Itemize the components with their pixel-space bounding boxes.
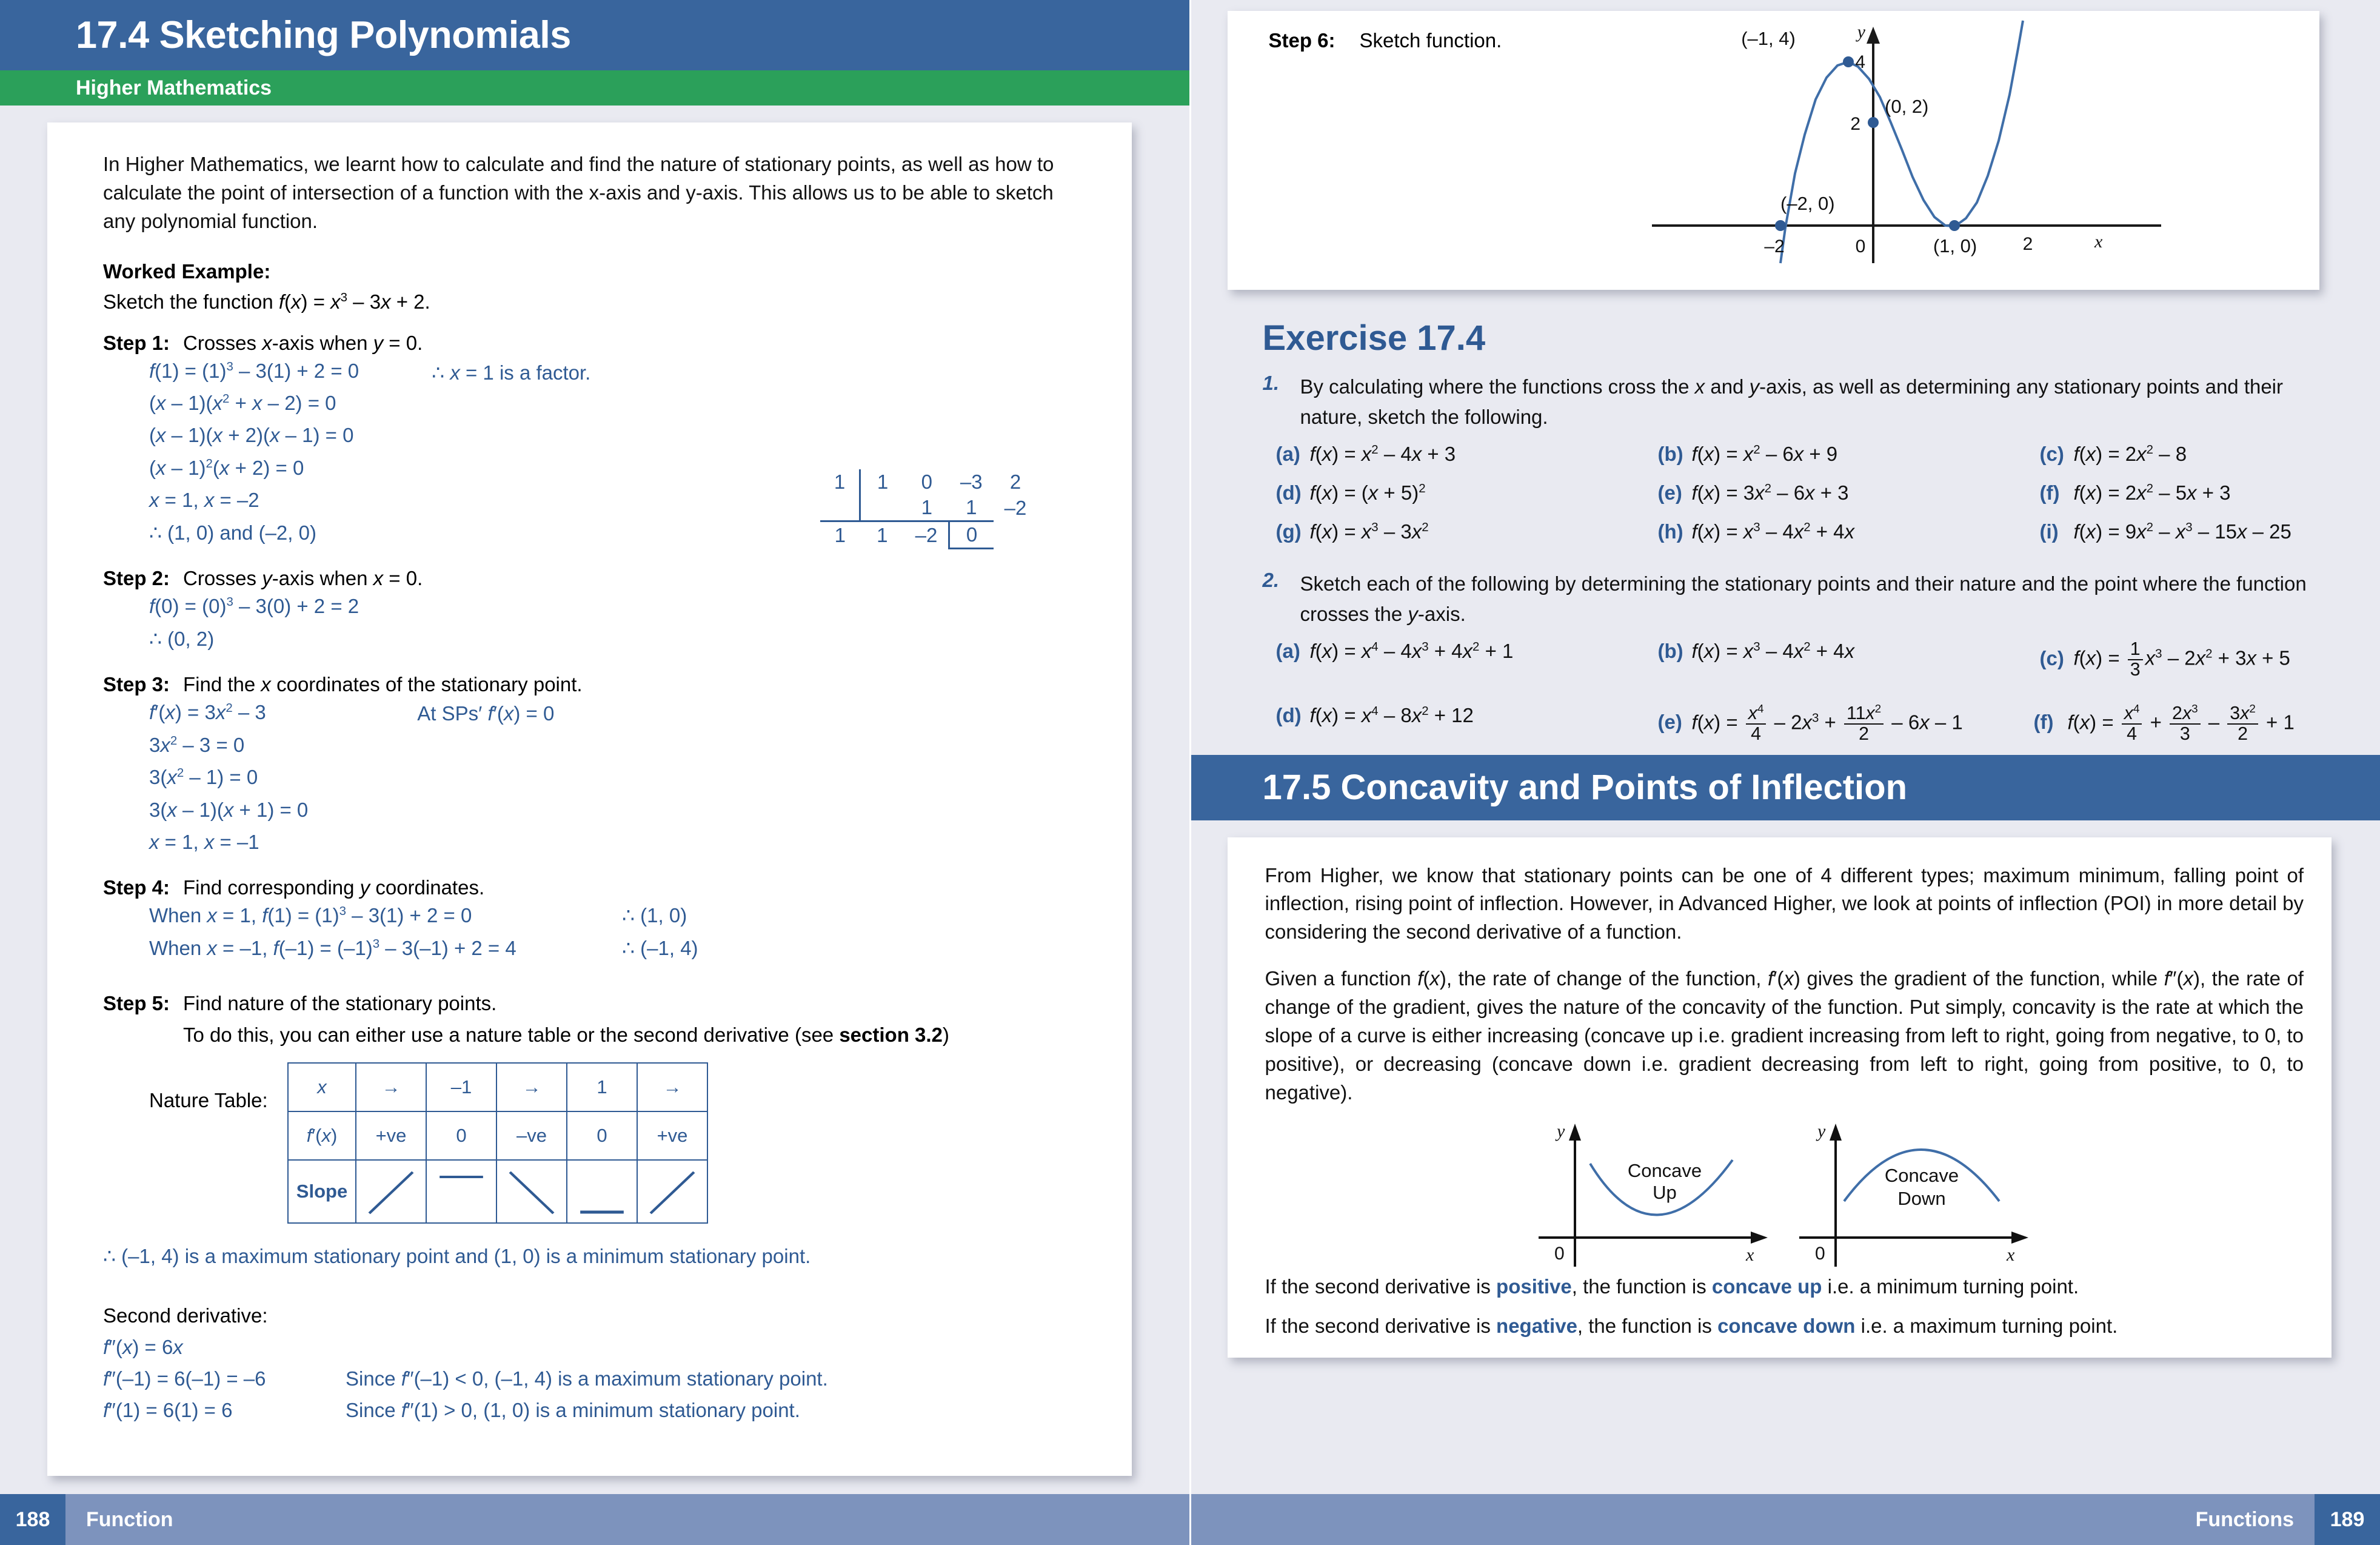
q2-b-label: (b) — [1657, 640, 1683, 662]
q1-e-math: $f(x) = 3x^2 - 6x + 3$ — [1691, 481, 1849, 504]
right-page — [1191, 0, 2380, 1545]
step-3-label: Step 3: — [103, 673, 170, 696]
concavity-rule-2 — [1265, 1312, 2304, 1341]
step-1 — [103, 332, 1108, 355]
section-175-title: 17.5 Concavity and Points of Inflection — [1262, 768, 1908, 807]
nature-row-fprime-header: f′(x) — [288, 1111, 356, 1160]
nature-fp-c4: 0 — [567, 1111, 637, 1160]
step-5-subtitle: To do this, you can either use a nature table or the second derivative (see section 3.2) — [183, 1024, 949, 1047]
concave-down-caption-2: Down — [1897, 1188, 1946, 1210]
q1-c-math: $f(x) = 2x^2 - 8$ — [2073, 443, 2187, 465]
step-2-title: Crosses y-axis when x = 0. — [183, 567, 423, 590]
concavity-figures — [1265, 1116, 2304, 1268]
question-1-text: By calculating where the functions cross the x and y-axis, as well as determining any stationary points and their nature, sketch the following. — [1300, 375, 2284, 428]
q2-c-label: (c) — [2039, 646, 2064, 669]
q1-d-math: $f(x) = (x + 5)^2$ — [1309, 481, 1426, 504]
q1-i-label: (i) — [2039, 520, 2059, 543]
synth-r2c2: 1 — [921, 496, 932, 518]
q1-g-math: $f(x) = x^3 - 3x^2$ — [1309, 520, 1429, 543]
step-3-line-3: $3(x^2 - 1) = 0$ — [149, 766, 258, 789]
step-6-label: Step 6: — [1268, 29, 1335, 52]
slope-up-icon — [357, 1161, 425, 1222]
step-4-result-1: ∴ (1, 0) — [622, 904, 687, 927]
synth-r2c3: 1 — [966, 496, 977, 518]
section-header-17-5 — [1191, 755, 2380, 820]
second-derivative-line-3: f″(1) = 6(1) = 6 Since f″(1) > 0, (1, 0) is a minimum stationary point. — [103, 1399, 800, 1422]
nature-fp-c2: 0 — [426, 1111, 496, 1160]
synthetic-division-table — [820, 469, 1037, 549]
step-1-line-3: (x – 1)(x + 2)(x – 1) = 0 — [149, 424, 354, 447]
step-1-label: Step 1: — [103, 331, 170, 354]
synth-r2c1 — [860, 495, 905, 521]
x-axis-label: x — [2094, 232, 2102, 252]
step-3-line-5: x = 1, x = –1 — [149, 831, 259, 854]
nature-x-c4: 1 — [567, 1063, 637, 1111]
step-4-result-2: ∴ (–1, 4) — [622, 936, 698, 959]
q1-a-math: $f(x) = x^2 - 4x + 3$ — [1309, 443, 1456, 465]
q2-part-d — [1276, 704, 1658, 744]
q1-d-label: (d) — [1275, 481, 1302, 504]
synth-r2c4: –2 — [1004, 496, 1027, 519]
step-3-line-4: 3(x – 1)(x + 1) = 0 — [149, 798, 309, 821]
q1-c-label: (c) — [2039, 443, 2064, 465]
step-1-line-6: ∴ (1, 0) and (–2, 0) — [149, 521, 316, 544]
step-3-title: Find the x coordinates of the stationary point. — [183, 673, 583, 696]
q1-g-label: (g) — [1275, 520, 1302, 543]
y-axis-label: y — [1857, 22, 1865, 42]
q2-e-label: (e) — [1657, 711, 1682, 734]
nature-table-label: Nature Table: — [149, 1089, 268, 1112]
slope-flat-low — [567, 1160, 637, 1223]
right-footer — [1191, 1494, 2380, 1545]
question-2-text: Sketch each of the following by determining the stationary points and their nature and the point where the function crosses the y-axis. — [1300, 572, 2307, 625]
section-175-card — [1228, 837, 2332, 1358]
q2-part-f — [2034, 704, 2380, 744]
right-footer-chapter: Functions — [2195, 1507, 2294, 1531]
q1-part-c — [2040, 443, 2380, 466]
slope-flat-high — [426, 1160, 496, 1223]
synth-r1c4: 2 — [1009, 471, 1021, 493]
step-4 — [103, 876, 1108, 899]
q1-part-d — [1276, 481, 1658, 504]
label-point-neg2: (–2, 0) — [1780, 193, 1835, 214]
step-6-card — [1228, 11, 2320, 290]
q2-f-label: (f) — [2033, 711, 2054, 734]
nature-row-x-header: x — [288, 1063, 356, 1111]
concave-up-caption-1: Concave — [1628, 1160, 1702, 1182]
q1-part-h — [1658, 520, 2040, 543]
left-footer — [0, 1494, 1189, 1545]
rule-2-pre: If the second derivative is — [1265, 1315, 1497, 1338]
concave-down-y-label: y — [1817, 1121, 1826, 1142]
step-1-line-1: $f(1) = (1)^3 - 3(1) + 2 = 0$ — [149, 359, 359, 382]
rule-1-pre: If the second derivative is — [1265, 1275, 1497, 1298]
nature-table — [287, 1062, 708, 1224]
step-1-line-2: $(x - 1)(x^2 + x - 2) = 0$ — [149, 392, 336, 415]
step-2-line-1: $f(0) = (0)^3 - 3(0) + 2 = 2$ — [149, 595, 359, 618]
label-point-1: (1, 0) — [1933, 235, 1977, 256]
q2-f-math: f(x) = $\frac{x^4}{4}$ + $\frac{2x^3}{3}$ – $\frac{3x^2}{2}$ + 1 — [2067, 702, 2295, 744]
q1-b-math: $f(x) = x^2 - 6x + 9$ — [1691, 443, 1838, 465]
step-2-line-2: ∴ (0, 2) — [149, 627, 215, 650]
step-5-label: Step 5: — [103, 992, 170, 1015]
question-1-number: 1. — [1262, 372, 1280, 394]
concave-up-x-label: x — [1746, 1245, 1754, 1265]
step-6-graph — [1616, 15, 2210, 275]
concave-down-origin: 0 — [1815, 1244, 1825, 1264]
q1-part-a — [1276, 443, 1658, 466]
section-subheader — [0, 70, 1189, 106]
synth-r3c2: –2 — [904, 521, 949, 549]
rule-2-post: i.e. a maximum turning point. — [1855, 1315, 2118, 1338]
q2-a-math: $f(x) = x^4 - 4x^3 + 4x^2 + 1$ — [1309, 640, 1514, 662]
point-max — [1843, 56, 1854, 67]
nature-conclusion: ∴ (–1, 4) is a maximum stationary point and (1, 0) is a minimum stationary point. — [103, 1245, 811, 1268]
question-2 — [1263, 569, 2380, 629]
step-2-label: Step 2: — [103, 567, 170, 590]
slope-up-2 — [637, 1160, 707, 1223]
nature-table-block — [149, 1062, 1108, 1224]
q2-e-math: f(x) = $\frac{x^4}{4}$ – $2x^3$ + $\frac{11x^2}{2}$ – 6x – 1 — [1691, 702, 1963, 744]
point-root-1 — [1949, 220, 1960, 231]
step-4-label: Step 4: — [103, 876, 170, 899]
intro-paragraph: In Higher Mathematics, we learnt how to calculate and find the nature of stationary points, as well as how to calculate the point of intersection of a function with the x-axis and y-axis. This allows us to be able to sketch any polynomial function. — [103, 153, 1054, 232]
nature-x-c5: → — [637, 1063, 707, 1111]
section-title: 17.4 Sketching Polynomials — [76, 14, 571, 56]
rule-1-bold-2: concave up — [1711, 1275, 1822, 1298]
step-3-note: At SPs′ f′(x) = 0 — [417, 702, 555, 725]
y-tick-4: 4 — [1854, 52, 1865, 72]
step-4-title: Find corresponding y coordinates. — [183, 876, 485, 899]
q2-c-math: f(x) = $\frac{1}{3}$ $x^3 - 2x^2 + 3x + 5$ — [2073, 639, 2290, 680]
synth-divisor: 1 — [834, 471, 846, 493]
section-175-paragraph-1: From Higher, we know that stationary points can be one of 4 different types; maximum minimum, falling point of inflection, rising point of inflection. However, in Advanced Higher, we look at points of inflection (POI) in more detail by considering the second derivative of a function. — [1265, 863, 2304, 943]
q2-d-label: (d) — [1275, 703, 1302, 726]
label-point-max: (–1, 4) — [1740, 28, 1796, 49]
slope-down-icon — [498, 1161, 566, 1222]
section-header-17-4 — [0, 0, 1189, 70]
step-4-line-2: When x = –1, $f(-1) = (-1)^3 - 3(-1) + 2 = 4$ ∴ (–1, 4) — [149, 932, 1108, 964]
step-3 — [103, 673, 1108, 696]
concave-up-caption-2: Up — [1653, 1182, 1677, 1204]
nature-row-fprime — [288, 1111, 707, 1160]
slope-flat-icon — [568, 1161, 636, 1222]
step-5 — [103, 992, 1108, 1015]
synth-r1c3: –3 — [960, 471, 983, 493]
section-175-paragraph-2: Given a function f(x), the rate of change of the function, f′(x) gives the gradient of the function, while f″(x), the rate of change of the gradient, gives the nature of the concavity of the function. Put simply, concavity is the rate at which the slope of a curve is either increasing (concave up i.e. gradient increasing from left to right, going from negative, to 0, to positive), or decreasing (concave down i.e. gradient decreasing from left to right, going from positive, to 0, to negative). — [1265, 967, 2304, 1104]
concavity-rule-1 — [1265, 1273, 2304, 1301]
label-point-y-int: (0, 2) — [1884, 96, 1928, 117]
concave-down-figure — [1793, 1116, 2036, 1268]
rule-1-bold-1: positive — [1496, 1275, 1572, 1298]
rule-2-bold-1: negative — [1496, 1315, 1577, 1338]
concave-up-figure — [1533, 1116, 1775, 1268]
rule-2-mid: , the function is — [1577, 1315, 1718, 1338]
nature-fp-c1: +ve — [356, 1111, 426, 1160]
step-1-title: Crosses x-axis when y = 0. — [183, 331, 423, 354]
slope-down-1 — [496, 1160, 567, 1223]
rule-1-post: i.e. a minimum turning point. — [1822, 1275, 2079, 1298]
nature-row-x — [288, 1063, 707, 1111]
nature-fp-c5: +ve — [637, 1111, 707, 1160]
q1-i-math: $f(x) = 9x^2 - x^3 - 15x - 25$ — [2073, 520, 2291, 543]
step-3-line-1: $f'(x) = 3x^2 - 3$ — [149, 701, 266, 724]
x-tick-neg2: –2 — [1763, 236, 1785, 256]
question-2-number: 2. — [1262, 569, 1280, 591]
sketch-instruction: Sketch the function $f(x) = x^3 - 3x + 2$. — [103, 290, 430, 313]
q1-h-math: $f(x) = x^3 - 4x^2 + 4x$ — [1691, 520, 1855, 543]
second-derivative-line-1: f″(x) = 6x — [103, 1336, 183, 1359]
q1-f-label: (f) — [2039, 481, 2060, 504]
synth-spacer — [820, 495, 860, 521]
synth-r3c1: 1 — [860, 521, 905, 549]
step-1-line-5: x = 1, x = –2 — [149, 489, 259, 512]
concave-up-y-label: y — [1557, 1121, 1565, 1142]
step-6-title: Sketch function. — [1359, 29, 1502, 52]
x-tick-2: 2 — [2022, 234, 2033, 254]
nature-x-c2: –1 — [426, 1063, 496, 1111]
nature-x-c1: → — [356, 1063, 426, 1111]
q1-part-i — [2040, 520, 2380, 543]
synth-r3c4 — [994, 521, 1037, 549]
step-3-line-2: $3x^2 - 3 = 0$ — [149, 733, 245, 756]
step-1-note: ∴ x = 1 is a factor. — [432, 361, 591, 384]
question-1 — [1263, 372, 2380, 432]
concave-down-caption-1: Concave — [1885, 1165, 1959, 1187]
concave-up-origin: 0 — [1554, 1244, 1565, 1264]
point-root-neg2 — [1775, 220, 1786, 231]
right-page-number: 189 — [2315, 1494, 2380, 1545]
question-2-parts — [1276, 640, 2380, 744]
q2-part-b — [1658, 640, 2040, 680]
q1-part-e — [1658, 481, 2040, 504]
q1-f-math: $f(x) = 2x^2 - 5x + 3$ — [2073, 481, 2231, 504]
worked-example-label: Worked Example: — [103, 260, 271, 283]
rule-2-bold-2: concave down — [1717, 1315, 1856, 1338]
nature-row-slope-header: Slope — [288, 1160, 356, 1223]
y-tick-2: 2 — [1850, 114, 1860, 134]
q2-b-math: $f(x) = x^3 - 4x^2 + 4x$ — [1691, 640, 1855, 662]
q1-a-label: (a) — [1275, 443, 1300, 465]
point-y-intercept — [1868, 117, 1879, 128]
concave-down-x-label: x — [2007, 1245, 2015, 1265]
nature-x-c3: → — [496, 1063, 567, 1111]
q1-e-label: (e) — [1657, 481, 1682, 504]
left-footer-chapter: Function — [86, 1507, 173, 1531]
step-2 — [103, 567, 1108, 590]
left-page-number: 188 — [0, 1494, 65, 1545]
nature-fp-c3: –ve — [496, 1111, 567, 1160]
q1-h-label: (h) — [1657, 520, 1683, 543]
q2-a-label: (a) — [1275, 640, 1300, 662]
second-derivative-line-2: f″(–1) = 6(–1) = –6 Since f″(–1) < 0, (–1, 4) is a maximum stationary point. — [103, 1367, 828, 1390]
section-subtitle: Higher Mathematics — [76, 76, 272, 99]
q2-part-a — [1276, 640, 1658, 680]
synth-r3c3: 0 — [949, 521, 994, 549]
step-5-title: Find nature of the stationary points. — [183, 992, 497, 1015]
slope-up-icon — [638, 1161, 706, 1222]
q2-d-math: $f(x) = x^4 - 8x^2 + 12$ — [1309, 703, 1474, 726]
left-content-card — [47, 122, 1132, 1476]
second-derivative-title: Second derivative: — [103, 1304, 268, 1327]
slope-up-1 — [356, 1160, 426, 1223]
step-1-line-4: (x – 1)$^2$(x + 2) = 0 — [149, 456, 304, 479]
x-tick-0: 0 — [1855, 236, 1865, 256]
synth-r1c2: 0 — [921, 471, 932, 493]
q1-b-label: (b) — [1657, 443, 1683, 465]
q1-part-g — [1276, 520, 1658, 543]
exercise-heading: Exercise 17.4 — [1262, 318, 1486, 358]
slope-flat-icon — [427, 1161, 495, 1222]
q2-part-e — [1658, 704, 2040, 744]
q1-part-f — [2040, 481, 2380, 504]
q2-part-c — [2040, 640, 2380, 680]
rule-1-mid: , the function is — [1571, 1275, 1712, 1298]
q1-part-b — [1658, 443, 2040, 466]
question-1-parts — [1276, 443, 2380, 543]
nature-row-slope — [288, 1160, 707, 1223]
synth-r1c1: 1 — [860, 469, 905, 495]
step-4-line-1: When x = 1, $f(1) = (1)^3 - 3(1) + 2 = 0$ ∴ (1, 0) — [149, 899, 1108, 931]
section-ref: section 3.2 — [839, 1024, 943, 1047]
synth-r3c0: 1 — [820, 521, 860, 549]
